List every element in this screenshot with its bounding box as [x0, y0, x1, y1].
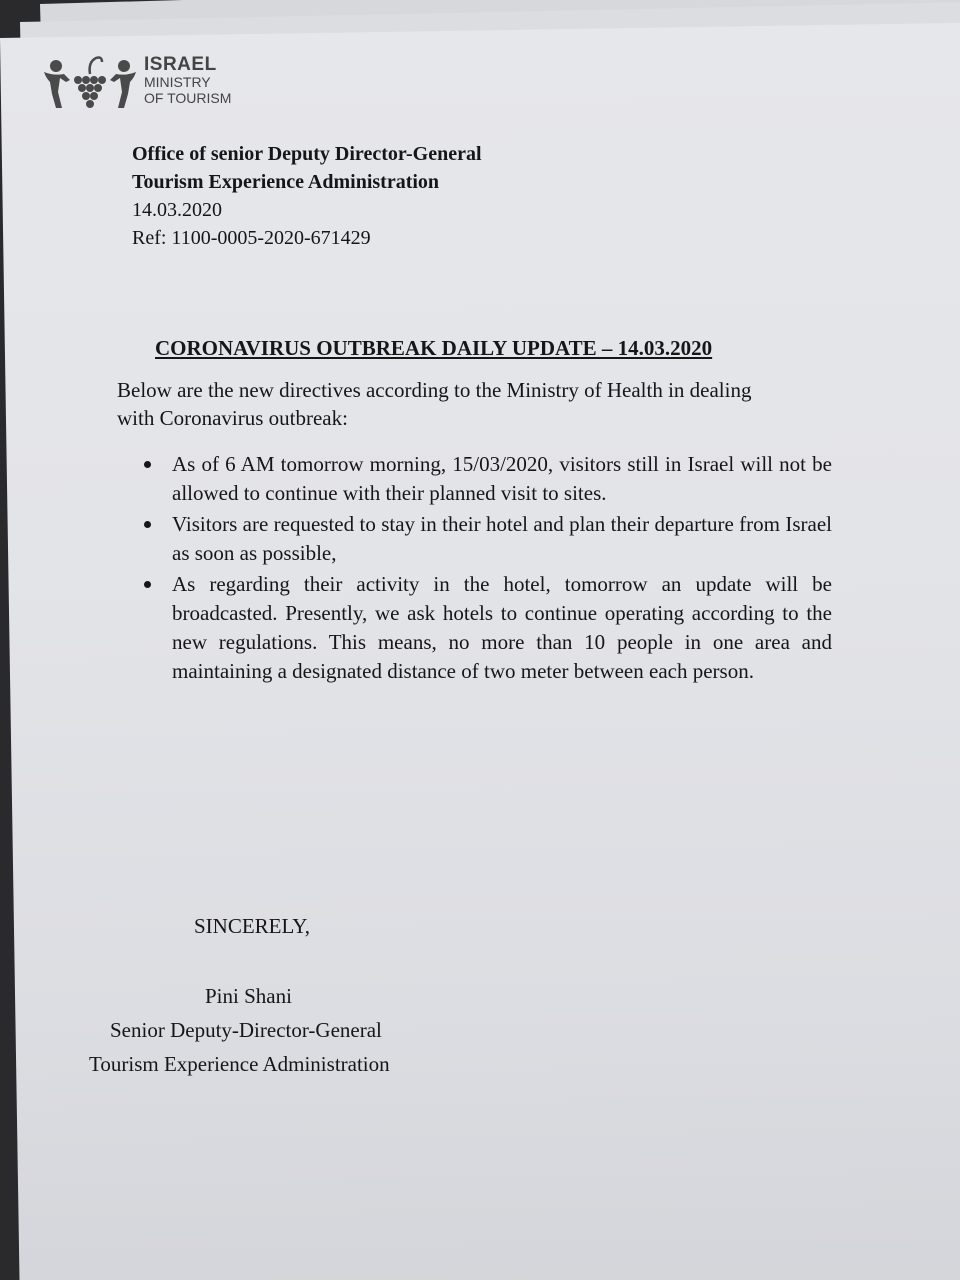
administration-name: Tourism Experience Administration: [132, 171, 440, 193]
bullet-icon: [144, 461, 151, 468]
letter-date: 14.03.2020: [132, 199, 222, 221]
directive-item: [140, 450, 832, 508]
directive-text: Visitors are requested to stay in their hotel and plan their departure from Israel as soon as possible,: [172, 512, 832, 565]
directives-list: [140, 450, 832, 688]
intro-paragraph: Below are the new directives according to the Ministry of Health in dealing with Coronavirus outbreak:: [117, 378, 752, 430]
logo-line-ministry: MINISTRY: [144, 74, 211, 90]
signatory-position: Senior Deputy-Director-General: [110, 1018, 382, 1042]
signatory-department: Tourism Experience Administration: [89, 1052, 390, 1076]
reference-number: Ref: 1100-0005-2020-671429: [132, 227, 371, 249]
bullet-icon: [144, 581, 151, 588]
logo-line-of-tourism: OF TOURISM: [144, 90, 232, 106]
signatory-name: Pini Shani: [205, 984, 292, 1008]
office-name: Office of senior Deputy Director-General: [132, 143, 482, 165]
logo-line-israel: ISRAEL: [144, 54, 217, 75]
letter-title: CORONAVIRUS OUTBREAK DAILY UPDATE – 14.03.2020: [155, 336, 713, 360]
salutation: SINCERELY,: [194, 914, 310, 938]
grapes-people-logo-icon: [40, 52, 140, 112]
letter-header: [132, 140, 482, 252]
directive-text: As of 6 AM tomorrow morning, 15/03/2020, visitors still in Israel will not be allowed to continue with their planned visit to sites.: [172, 452, 832, 505]
directive-item: [140, 510, 832, 568]
logo-wordmark: [144, 55, 231, 106]
ministry-logo: [40, 50, 250, 114]
bullet-icon: [144, 521, 151, 528]
directive-item: [140, 570, 832, 686]
directive-text: As regarding their activity in the hotel, tomorrow an update will be broadcasted. Presently, we ask hotels to continue operating according to the new regulations. This means, no more than 10 people in one area and maintaining a designated distance of two meter between each person.: [172, 572, 832, 683]
